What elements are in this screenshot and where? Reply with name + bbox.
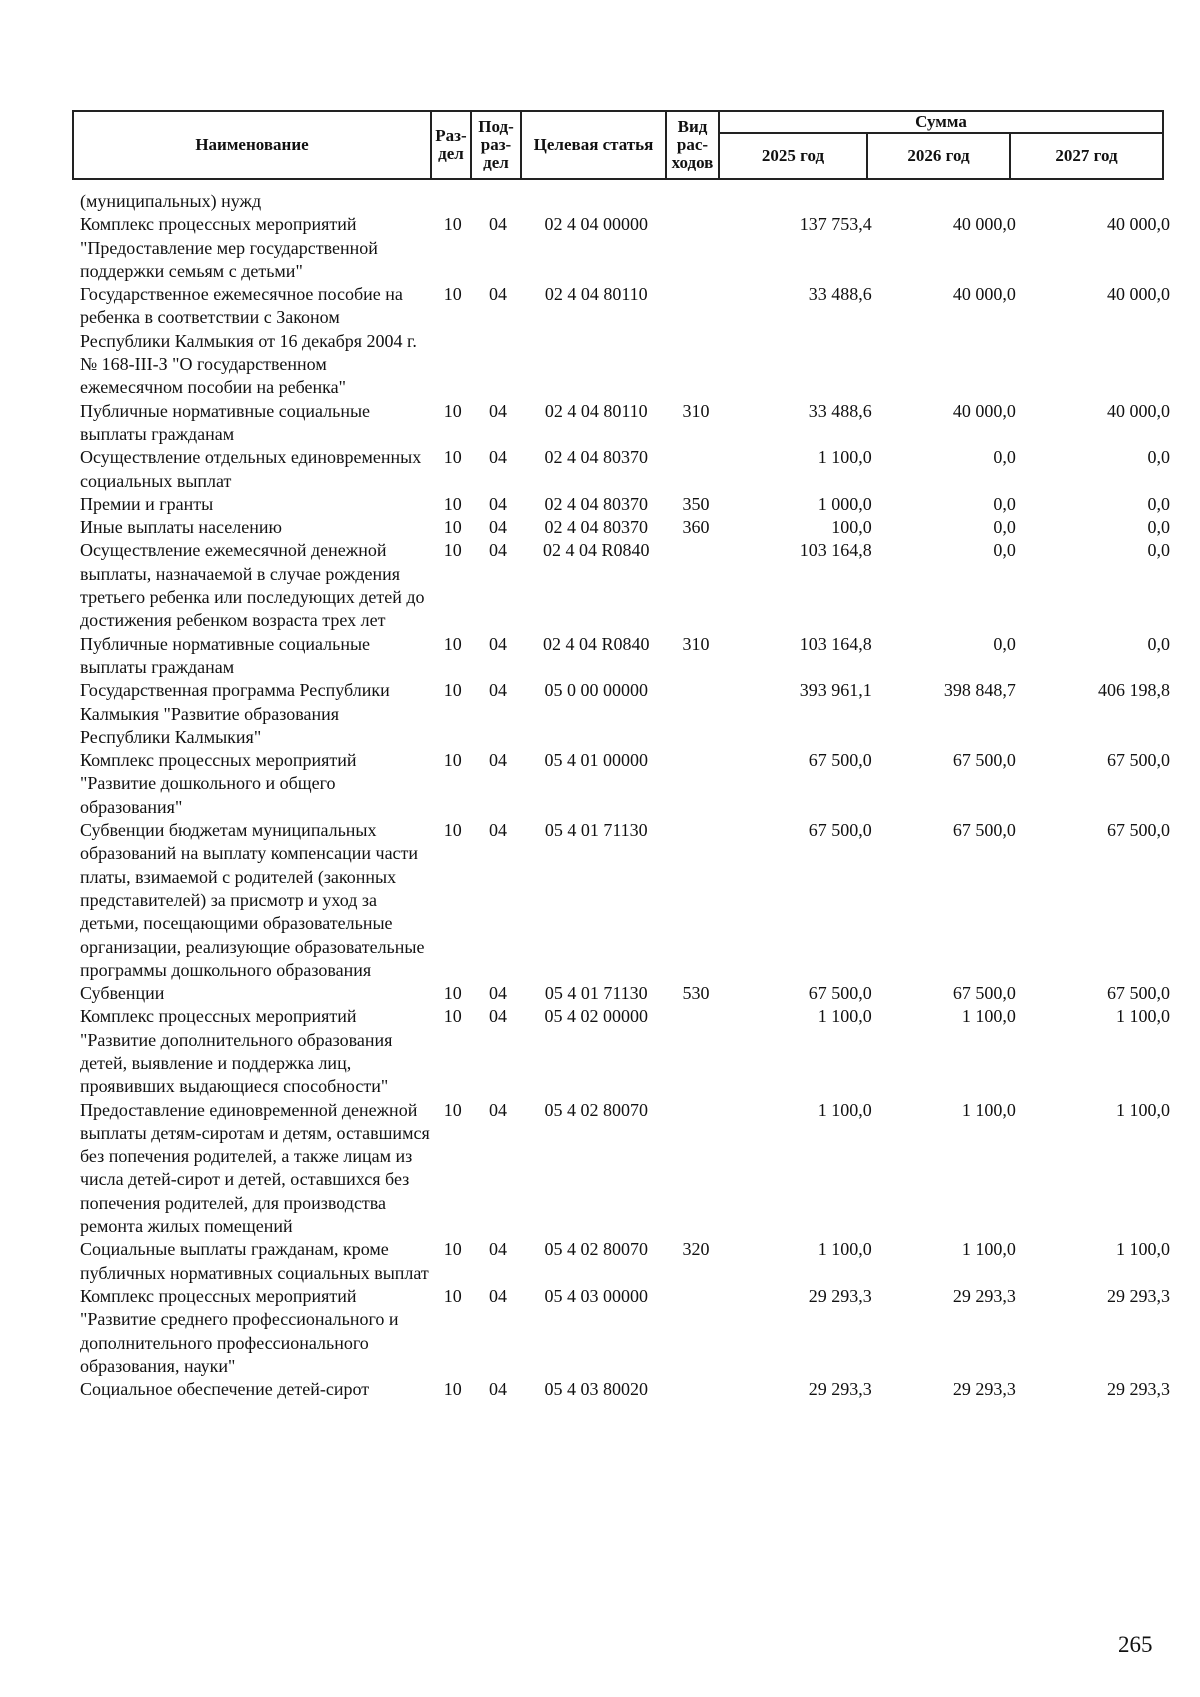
row-sum-2027: 0,0 <box>1147 517 1170 538</box>
row-sum-2027 <box>1016 190 1170 213</box>
row-sum-2025: 33 488,6 <box>808 400 872 421</box>
row-target: 02 4 04 R0840 <box>542 540 650 561</box>
row-subsection: 04 <box>489 447 508 468</box>
row-subsection: 04 <box>489 1285 508 1306</box>
row-name: Комплекс процессных мероприятий "Развитие дополнительного образования детей, выявление и поддержка лиц, проявивших выдающиеся способности" <box>80 1006 393 1097</box>
row-target: 05 4 01 71130 <box>544 983 648 1004</box>
row-expense-type: 530 <box>682 983 710 1004</box>
row-sum-2026: 0,0 <box>993 633 1016 654</box>
row-expense-type <box>669 1005 722 1098</box>
row-section: 10 <box>443 1379 462 1400</box>
table-row <box>80 1378 1170 1401</box>
row-name: Государственная программа Республики Калмыкия "Развитие образования Республики Калмыкия" <box>80 680 390 747</box>
row-subsection: 04 <box>489 1006 508 1027</box>
header-target: Целевая статья <box>521 111 666 179</box>
row-name: Социальное обеспечение детей-сирот <box>80 1379 370 1400</box>
row-sum-2026: 0,0 <box>993 517 1016 538</box>
row-subsection: 04 <box>489 1239 508 1260</box>
row-sum-2025: 1 100,0 <box>817 1239 872 1260</box>
row-expense-type <box>669 1378 722 1401</box>
row-name: Иные выплаты населению <box>80 517 282 538</box>
row-subsection: 04 <box>489 493 508 514</box>
row-target: 02 4 04 80370 <box>544 447 648 468</box>
row-sum-2027: 67 500,0 <box>1107 750 1170 771</box>
row-target: 05 0 00 00000 <box>544 680 648 701</box>
row-expense-type <box>669 539 722 632</box>
row-sum-2026: 29 293,3 <box>952 1379 1016 1400</box>
table-row <box>80 633 1170 680</box>
row-sum-2025: 1 100,0 <box>817 447 872 468</box>
row-expense-type: 310 <box>682 633 710 654</box>
row-sum-2026: 0,0 <box>993 493 1016 514</box>
table-row <box>80 400 1170 447</box>
table-row <box>80 1005 1170 1098</box>
row-section: 10 <box>443 1006 462 1027</box>
row-subsection: 04 <box>489 983 508 1004</box>
row-target: 02 4 04 80110 <box>544 284 648 305</box>
row-target: 02 4 04 80370 <box>544 517 648 538</box>
row-name: Комплекс процессных мероприятий "Предоставление мер государственной поддержки семьям с детьми" <box>80 214 378 281</box>
row-sum-2025: 100,0 <box>831 517 872 538</box>
row-sum-2027: 0,0 <box>1147 540 1170 561</box>
row-name: Публичные нормативные социальные выплаты гражданам <box>80 400 371 444</box>
row-target: 02 4 04 80370 <box>544 493 648 514</box>
row-expense-type <box>669 190 722 213</box>
table-row <box>80 539 1170 632</box>
row-section <box>433 190 473 213</box>
row-sum-2027: 0,0 <box>1147 493 1170 514</box>
row-sum-2027: 1 100,0 <box>1116 1006 1170 1027</box>
row-name: Комплекс процессных мероприятий "Развитие дошкольного и общего образования" <box>80 750 357 817</box>
row-section: 10 <box>443 983 462 1004</box>
row-sum-2027: 40 000,0 <box>1107 214 1170 235</box>
row-expense-type <box>669 213 722 283</box>
row-sum-2026: 40 000,0 <box>952 284 1016 305</box>
row-sum-2026: 398 848,7 <box>943 680 1016 701</box>
row-subsection <box>473 190 523 213</box>
table-row <box>80 749 1170 819</box>
table-row <box>80 982 1170 1005</box>
header-section: Раз-дел <box>431 111 471 179</box>
row-sum-2027: 0,0 <box>1147 447 1170 468</box>
row-expense-type <box>669 1099 722 1239</box>
row-section: 10 <box>443 493 462 514</box>
table-row <box>80 283 1170 399</box>
row-section: 10 <box>443 1099 462 1120</box>
row-sum-2026 <box>872 190 1016 213</box>
table-row <box>80 1238 1170 1285</box>
row-sum-2027: 67 500,0 <box>1107 820 1170 841</box>
row-subsection: 04 <box>489 540 508 561</box>
row-name: Осуществление ежемесячной денежной выплаты, назначаемой в случае рождения третьего ребенка или последующих детей до достижения ребенком возраста трех лет <box>80 540 425 631</box>
row-sum-2025: 67 500,0 <box>808 820 872 841</box>
table-row <box>80 493 1170 516</box>
row-sum-2026: 40 000,0 <box>952 214 1016 235</box>
row-sum-2026: 67 500,0 <box>952 983 1016 1004</box>
row-sum-2026: 1 100,0 <box>961 1239 1016 1260</box>
table-row <box>80 1285 1170 1378</box>
row-sum-2025: 1 000,0 <box>817 493 872 514</box>
row-sum-2027: 40 000,0 <box>1107 400 1170 421</box>
row-section: 10 <box>443 517 462 538</box>
row-expense-type <box>669 1285 722 1378</box>
row-section: 10 <box>443 540 462 561</box>
row-expense-type: 310 <box>682 400 710 421</box>
row-sum-2025: 137 753,4 <box>799 214 872 235</box>
row-section: 10 <box>443 447 462 468</box>
row-subsection: 04 <box>489 1099 508 1120</box>
row-subsection: 04 <box>489 820 508 841</box>
row-subsection: 04 <box>489 400 508 421</box>
header-subsection: Под-раз-дел <box>471 111 521 179</box>
row-section: 10 <box>443 820 462 841</box>
table-row <box>80 516 1170 539</box>
header-2025: 2025 год <box>719 133 867 179</box>
row-section: 10 <box>443 680 462 701</box>
row-sum-2027: 406 198,8 <box>1098 680 1170 701</box>
row-section: 10 <box>443 1239 462 1260</box>
row-sum-2025: 393 961,1 <box>799 680 872 701</box>
row-name: Осуществление отдельных единовременных социальных выплат <box>80 447 422 491</box>
row-sum-2027: 1 100,0 <box>1116 1099 1170 1120</box>
row-name: Предоставление единовременной денежной выплаты детям-сиротам и детям, оставшимся без попечения родителей, а также лицам из числа детей-сирот и детей, оставшихся без попечения родителей, для производства ремонта жилых помещений <box>80 1099 430 1237</box>
row-target: 05 4 03 00000 <box>544 1285 648 1306</box>
header-sum: Сумма <box>719 111 1163 133</box>
table-row <box>80 819 1170 982</box>
row-target: 05 4 03 80020 <box>544 1379 648 1400</box>
table-header <box>72 110 1164 180</box>
row-name: Публичные нормативные социальные выплаты гражданам <box>80 633 371 677</box>
row-name: Субвенции <box>80 983 165 1004</box>
table-row <box>80 679 1170 749</box>
row-target: 02 4 04 00000 <box>544 214 648 235</box>
row-subsection: 04 <box>489 284 508 305</box>
row-expense-type <box>669 283 722 399</box>
row-sum-2027: 67 500,0 <box>1107 983 1170 1004</box>
row-target: 05 4 01 71130 <box>544 820 648 841</box>
row-subsection: 04 <box>489 1379 508 1400</box>
row-sum-2026: 29 293,3 <box>952 1285 1016 1306</box>
row-name: Премии и гранты <box>80 493 214 514</box>
row-expense-type <box>669 446 722 493</box>
row-target <box>523 190 669 213</box>
row-sum-2025: 103 164,8 <box>799 540 872 561</box>
row-sum-2026: 40 000,0 <box>952 400 1016 421</box>
row-sum-2025 <box>723 190 872 213</box>
row-sum-2027: 40 000,0 <box>1107 284 1170 305</box>
row-target: 05 4 02 00000 <box>544 1006 648 1027</box>
row-sum-2027: 29 293,3 <box>1107 1285 1170 1306</box>
row-sum-2026: 1 100,0 <box>961 1099 1016 1120</box>
row-target: 02 4 04 R0840 <box>542 633 650 654</box>
row-sum-2025: 29 293,3 <box>808 1285 872 1306</box>
header-2026: 2026 год <box>867 133 1010 179</box>
row-section: 10 <box>443 214 462 235</box>
row-section: 10 <box>443 750 462 771</box>
row-sum-2025: 103 164,8 <box>799 633 872 654</box>
row-target: 05 4 01 00000 <box>544 750 648 771</box>
table-row <box>80 446 1170 493</box>
row-subsection: 04 <box>489 214 508 235</box>
row-name: Государственное ежемесячное пособие на ребенка в соответствии с Законом Республики Калмыкия от 16 декабря 2004 г. № 168-III-З "О государственном ежемесячном пособии на ребенка" <box>80 284 417 398</box>
row-sum-2025: 67 500,0 <box>808 750 872 771</box>
row-sum-2027: 1 100,0 <box>1116 1239 1170 1260</box>
row-name: (муниципальных) нужд <box>80 191 262 211</box>
budget-table <box>80 190 1170 1401</box>
row-sum-2025: 1 100,0 <box>817 1006 872 1027</box>
table-row <box>80 190 1170 213</box>
row-sum-2025: 1 100,0 <box>817 1099 872 1120</box>
row-sum-2027: 29 293,3 <box>1107 1379 1170 1400</box>
row-expense-type <box>669 679 722 749</box>
row-subsection: 04 <box>489 750 508 771</box>
row-expense-type: 320 <box>682 1239 710 1260</box>
row-name: Социальные выплаты гражданам, кроме публичных нормативных социальных выплат <box>80 1239 429 1283</box>
row-sum-2026: 0,0 <box>993 447 1016 468</box>
row-sum-2026: 1 100,0 <box>961 1006 1016 1027</box>
row-sum-2026: 67 500,0 <box>952 750 1016 771</box>
row-sum-2025: 67 500,0 <box>808 983 872 1004</box>
row-sum-2026: 67 500,0 <box>952 820 1016 841</box>
page-number: 265 <box>1118 1632 1153 1657</box>
row-target: 05 4 02 80070 <box>544 1239 648 1260</box>
row-section: 10 <box>443 1285 462 1306</box>
row-sum-2025: 29 293,3 <box>808 1379 872 1400</box>
row-subsection: 04 <box>489 517 508 538</box>
row-target: 05 4 02 80070 <box>544 1099 648 1120</box>
row-sum-2025: 33 488,6 <box>808 284 872 305</box>
row-sum-2026: 0,0 <box>993 540 1016 561</box>
row-sum-2027: 0,0 <box>1147 633 1170 654</box>
table-row <box>80 1099 1170 1239</box>
header-expense-type: Вид рас-ходов <box>666 111 719 179</box>
row-name: Комплекс процессных мероприятий "Развитие среднего профессионального и дополнительного профессионального образования, науки" <box>80 1285 399 1376</box>
row-expense-type: 350 <box>682 493 710 514</box>
row-expense-type <box>669 819 722 982</box>
row-expense-type: 360 <box>682 517 710 538</box>
row-section: 10 <box>443 400 462 421</box>
header-name: Наименование <box>73 111 431 179</box>
row-expense-type <box>669 749 722 819</box>
row-section: 10 <box>443 633 462 654</box>
row-name: Субвенции бюджетам муниципальных образований на выплату компенсации части платы, взимаемой с родителей (законных представителей) за присмотр и уход за детьми, посещающими образовательные организации, реализующие образовательные программы дошкольного образования <box>80 820 425 980</box>
row-subsection: 04 <box>489 633 508 654</box>
table-row <box>80 213 1170 283</box>
row-subsection: 04 <box>489 680 508 701</box>
row-target: 02 4 04 80110 <box>544 400 648 421</box>
header-2027: 2027 год <box>1010 133 1163 179</box>
row-section: 10 <box>443 284 462 305</box>
